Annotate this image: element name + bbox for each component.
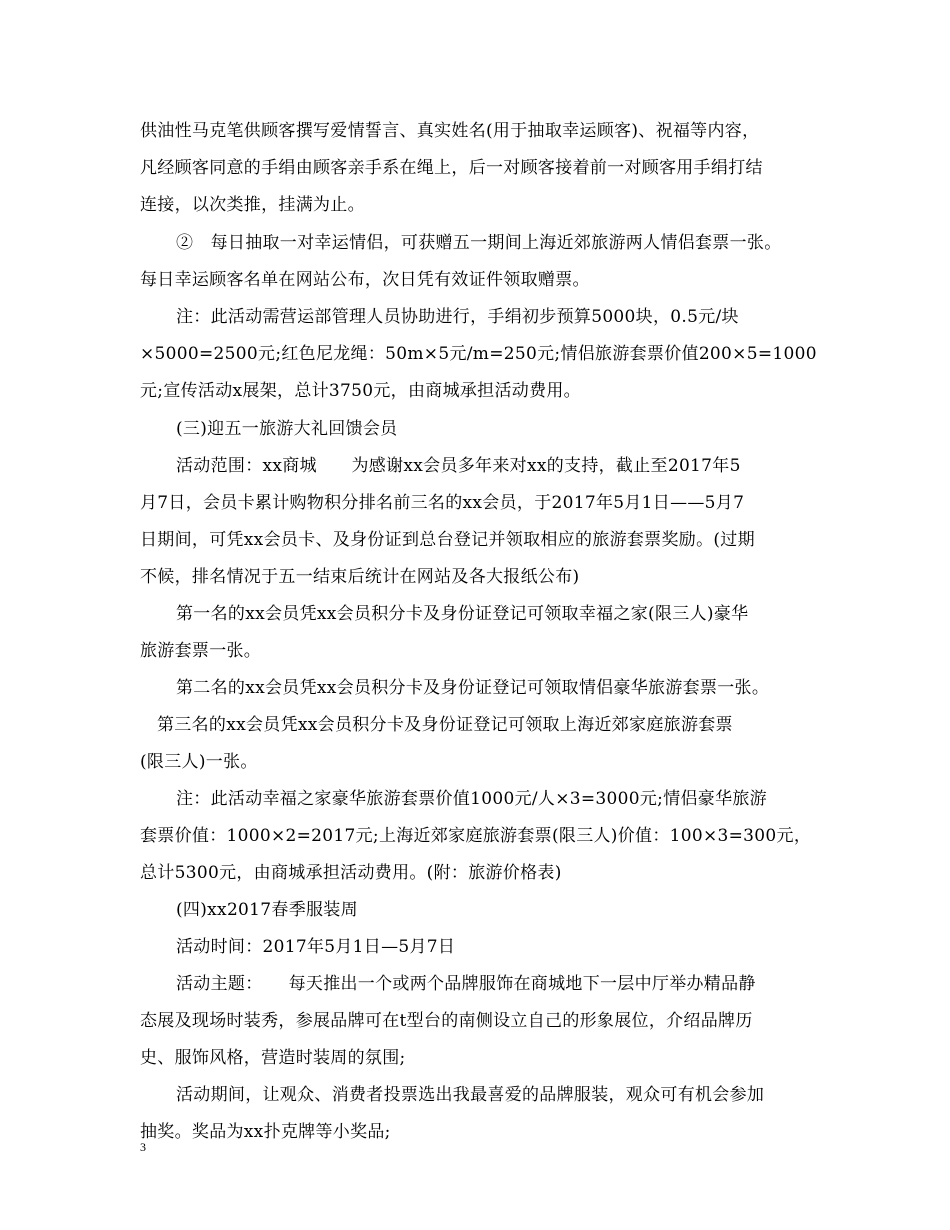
body-text-line: 套票价值：1000×2=2017元;上海近郊家庭旅游套票(限三人)价值：100×3=300元，: [140, 826, 812, 846]
body-text-line: 注：此活动需营运部管理人员协助进行，手绢初步预算5000块，0.5元/块: [176, 307, 739, 327]
body-text-line: 注：此活动幸福之家豪华旅游套票价值1000元/人×3=3000元;情侣豪华旅游: [176, 789, 767, 809]
body-text-line: 态展及现场时装秀，参展品牌可在t型台的南侧设立自己的形象展位，介绍品牌历: [140, 1011, 753, 1031]
body-text-line: 元;宣传活动x展架，总计3750元，由商城承担活动费用。: [140, 381, 581, 401]
body-text-line: 凡经顾客同意的手绢由顾客亲手系在绳上，后一对顾客接着前一对顾客用手绢打结: [140, 158, 763, 178]
body-text-line: ×5000=2500元;红色尼龙绳：50m×5元/m=250元;情侣旅游套票价值200×5=1000: [140, 344, 817, 364]
body-text-line: 不候，排名情况于五一结束后统计在网站及各大报纸公布): [140, 567, 580, 587]
body-text-line: 活动期间，让观众、消费者投票选出我最喜爱的品牌服装，观众可有机会参加: [176, 1085, 765, 1105]
body-text-line: ② 每日抽取一对幸运情侣，可获赠五一期间上海近郊旅游两人情侣套票一张。: [176, 233, 782, 253]
body-text-line: (限三人)一张。: [140, 752, 258, 772]
section-heading: (四)xx2017春季服装周: [176, 900, 358, 920]
body-text-line: 每日幸运顾客名单在网站公布，次日凭有效证件领取赠票。: [140, 270, 590, 290]
section-heading: (三)迎五一旅游大礼回馈会员: [176, 419, 398, 439]
body-text-line: 活动时间：2017年5月1日—5月7日: [176, 937, 456, 957]
body-text-line: 抽奖。奖品为xx扑克牌等小奖品;: [140, 1122, 391, 1142]
body-text-line: 活动范围：xx商城 为感谢xx会员多年来对xx的支持，截止至2017年5: [176, 456, 741, 476]
body-text-line: 总计5300元，由商城承担活动费用。(附：旅游价格表): [140, 863, 562, 883]
body-text-line: 月7日，会员卡累计购物积分排名前三名的xx会员，于2017年5月1日——5月7: [140, 493, 745, 513]
body-text-line: 第二名的xx会员凭xx会员积分卡及身份证登记可领取情侣豪华旅游套票一张。: [176, 678, 770, 698]
body-text-line: 旅游套票一张。: [140, 641, 262, 661]
body-text-line: 供油性马克笔供顾客撰写爱情誓言、真实姓名(用于抽取幸运顾客)、祝福等内容，: [140, 121, 760, 141]
body-text-line: 第三名的xx会员凭xx会员积分卡及身份证登记可领取上海近郊家庭旅游套票: [157, 715, 733, 735]
page-number: 3: [140, 1140, 146, 1154]
body-text-line: 日期间，可凭xx会员卡、及身份证到总台登记并领取相应的旅游套票奖励。(过期: [140, 530, 755, 550]
body-text-line: 第一名的xx会员凭xx会员积分卡及身份证登记可领取幸福之家(限三人)豪华: [176, 604, 749, 624]
body-text-line: 活动主题： 每天推出一个或两个品牌服饰在商城地下一层中厅举办精品静: [176, 974, 756, 994]
body-text-line: 连接，以次类推，挂满为止。: [140, 195, 365, 215]
body-text-line: 史、服饰风格，营造时装周的氛围;: [140, 1048, 406, 1068]
